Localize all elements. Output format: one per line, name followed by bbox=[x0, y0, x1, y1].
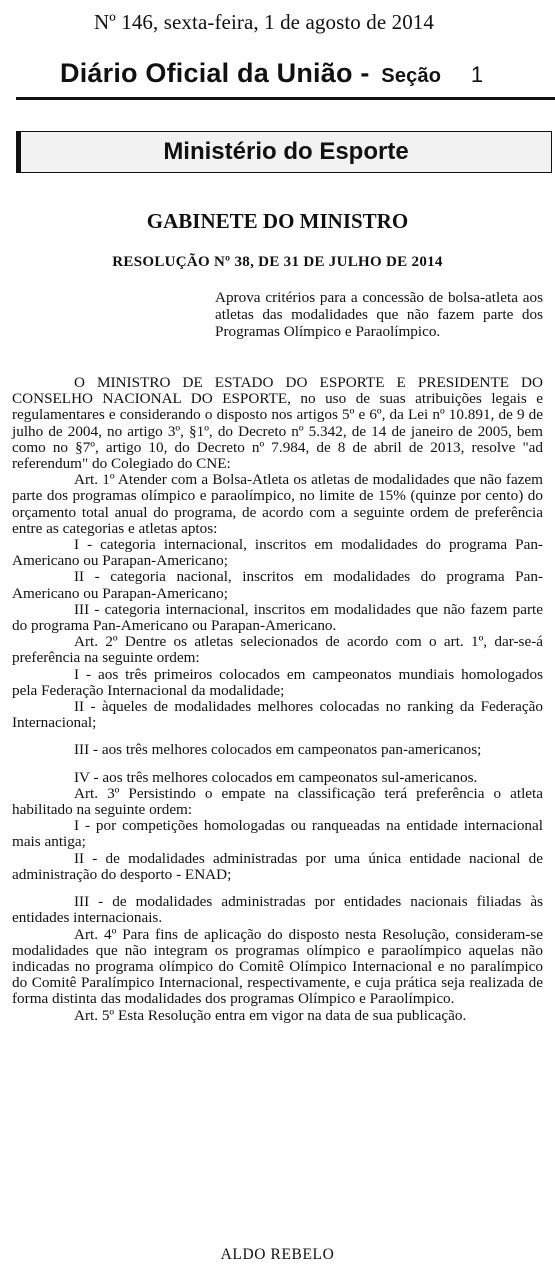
journal-title: Diário Oficial da União bbox=[60, 58, 353, 88]
article-2-item-4: IV - aos três melhores colocados em campeonatos sul-americanos. bbox=[74, 768, 478, 786]
article-2-item-3: III - aos três melhores colocados em campeonatos pan-americanos; bbox=[74, 741, 482, 759]
ministry-banner bbox=[16, 131, 552, 173]
masthead bbox=[60, 58, 483, 89]
section-number: 1 bbox=[470, 62, 484, 87]
section-label: Seção bbox=[381, 65, 442, 87]
header-rule bbox=[16, 97, 555, 100]
article-4: Art. 4º Para fins de aplicação do disposto nesta Resolução, consideram-se modalidades que não integram os programas olímpico e paraolímpico aquelas não indicadas no programa olímpico do Comitê Olímpico Internacional e no paralímpico do Comitê Paralímpico Internacional, respectivamente, e cuja prática seja realizada de forma distinta das modalidades dos programas Olímpico e Paraolímpico. bbox=[12, 925, 543, 1008]
article-3: Art. 3º Persistindo o empate na classificação terá preferência o atleta habilitado na seguinte ordem: bbox=[12, 784, 543, 819]
edition-line: Nº 146, sexta-feira, 1 de agosto de 2014 bbox=[94, 10, 434, 34]
article-2-item-2: II - àqueles de modalidades melhores colocadas no ranking da Federação Internacional; bbox=[12, 698, 543, 732]
article-1: Art. 1º Atender com a Bolsa-Atleta os atletas de modalidades que não fazem parte dos programas olímpico e paraolímpico, no limite de 15% (quinze por cento) do orçamento total anual do programa, de acordo com a seguinte ordem de preferência entre as categorias e atletas aptos: bbox=[12, 471, 543, 537]
preamble-paragraph: O MINISTRO DE ESTADO DO ESPORTE E PRESIDENTE DO CONSELHO NACIONAL DO ESPORTE, no uso de suas atribuições legais e regulamentares e considerando o disposto nos artigos 5º e 6º, da Lei nº 10.891, de 9 de julho de 2004, no artigo 3º, §1º, do Decreto nº 5.342, de 14 de janeiro de 2005, bem como no §7º, artigo 10, do Decreto nº 7.984, de 8 de abril de 2013, resolve "ad referendum" do Colegiado do CNE: bbox=[12, 374, 543, 473]
signature: ALDO REBELO bbox=[220, 1246, 335, 1263]
ementa: Aprova critérios para a concessão de bolsa-atleta aos atletas das modalidades que não fazem parte dos Programas Olímpico e Paraolímpico. bbox=[215, 289, 543, 340]
resolution-body bbox=[12, 375, 543, 1024]
resolution-title: RESOLUÇÃO Nº 38, DE 31 DE JULHO DE 2014 bbox=[112, 254, 443, 270]
article-3-item-1: I - por competições homologadas ou ranqueadas na entidade internacional mais antiga; bbox=[12, 817, 543, 851]
article-5: Art. 5º Esta Resolução entra em vigor na data de sua publicação. bbox=[74, 1006, 467, 1024]
article-1-item-1: I - categoria internacional, inscritos em modalidades do programa Pan-Americano ou Parapan-Americano; bbox=[12, 536, 543, 570]
article-2-item-1: I - aos três primeiros colocados em campeonatos mundiais homologados pela Federação Internacional da modalidade; bbox=[12, 665, 543, 699]
masthead-separator: - bbox=[360, 58, 370, 88]
article-3-item-3: III - de modalidades administradas por entidades nacionais filiadas às entidades internacionais. bbox=[12, 893, 543, 927]
article-1-item-2: II - categoria nacional, inscritos em modalidades do programa Pan-Americano ou Parapan-Americano; bbox=[12, 568, 543, 602]
article-3-item-2: II - de modalidades administradas por uma única entidade nacional de administração do desporto - ENAD; bbox=[12, 849, 543, 883]
article-2: Art. 2º Dentre os atletas selecionados de acordo com o art. 1º, dar-se-á preferência na seguinte ordem: bbox=[12, 633, 543, 667]
article-1-item-3: III - categoria internacional, inscritos em modalidades que não fazem parte do programa Pan-Americano ou Parapan-Americano. bbox=[12, 600, 543, 635]
office-title: GABINETE DO MINISTRO bbox=[146, 209, 409, 233]
ministry-title: Ministério do Esporte bbox=[163, 138, 409, 165]
